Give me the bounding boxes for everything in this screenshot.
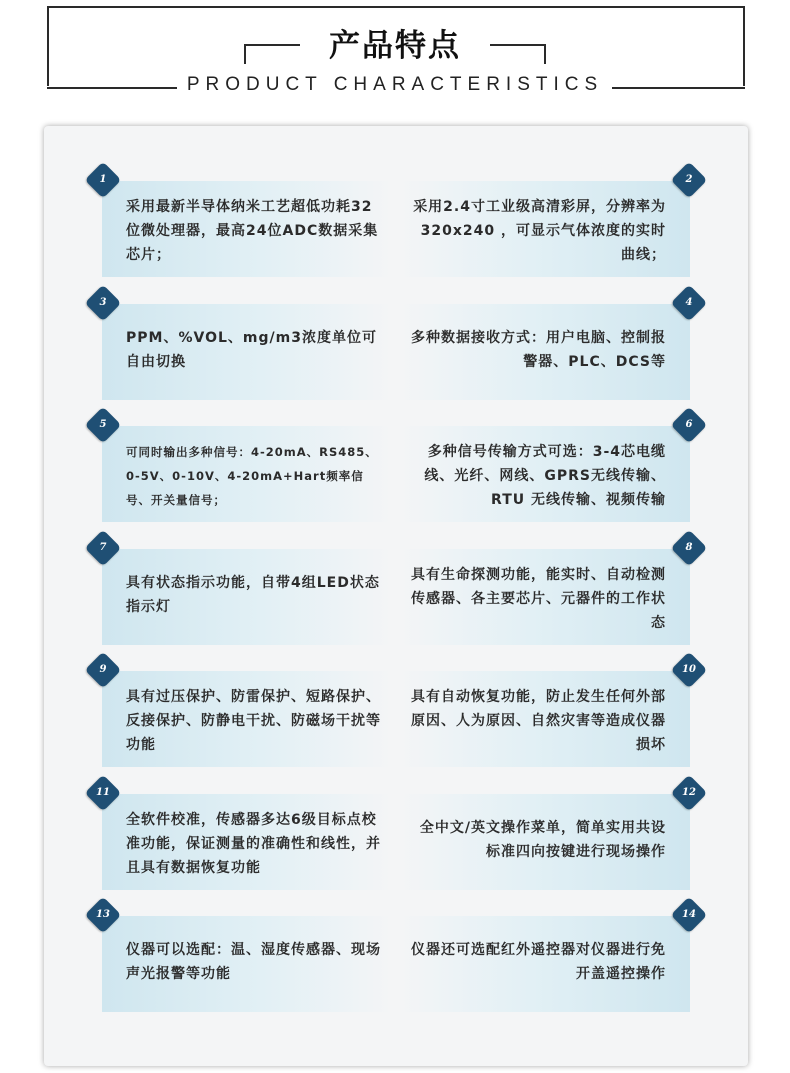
page-subtitle: PRODUCT CHARACTERISTICS (186, 74, 604, 95)
number-badge: 9 (85, 652, 122, 689)
feature-text: 具有生命探测功能，能实时、自动检测传感器、各主要芯片、元器件的工作状态 (411, 567, 666, 631)
feature-card-12 (400, 787, 696, 890)
number-badge: 5 (85, 407, 122, 444)
feature-text: PPM、%VOL、mg/m3浓度单位可自由切换 (126, 330, 377, 370)
feature-card-10 (400, 664, 696, 767)
feature-card-8 (400, 542, 693, 645)
feature-card-5 (99, 419, 392, 522)
feature-panel (44, 126, 748, 1066)
page-title: 产品特点 (329, 28, 461, 64)
feature-text: 采用最新半导体纳米工艺超低功耗32位微处理器，最高24位ADC数据采集芯片； (126, 199, 379, 263)
feature-text: 多种信号传输方式可选：3-4芯电缆线、光纤、网线、GPRS无线传输、RTU 无线传输、视频传输 (424, 444, 666, 508)
number-badge: 10 (671, 652, 708, 689)
feature-text: 具有状态指示功能，自带4组LED状态指示灯 (126, 575, 380, 615)
feature-card-6 (400, 419, 693, 522)
number-badge: 11 (85, 775, 122, 812)
feature-text: 采用2.4寸工业级高清彩屏，分辨率为320x240 ，可显示气体浓度的实时曲线； (413, 199, 666, 263)
number-badge: 8 (671, 530, 708, 567)
number-badge: 6 (671, 407, 708, 444)
number-badge: 7 (85, 530, 122, 567)
feature-text: 全中文/英文操作菜单，简单实用共设标准四向按键进行现场操作 (419, 820, 666, 860)
feature-card-13 (96, 909, 392, 1012)
feature-text: 仪器可以选配：温、湿度传感器、现场声光报警等功能 (126, 942, 381, 982)
feature-text: 仪器还可选配红外遥控器对仪器进行免开盖遥控操作 (411, 942, 666, 982)
number-badge: 2 (671, 162, 708, 199)
feature-card-4 (400, 297, 693, 400)
number-badge: 14 (671, 897, 708, 934)
number-badge: 13 (85, 897, 122, 934)
feature-card-3 (99, 297, 392, 400)
feature-text: 多种数据接收方式：用户电脑、控制报警器、PLC、DCS等 (411, 330, 666, 370)
feature-card-2 (400, 174, 693, 277)
number-badge: 1 (85, 162, 122, 199)
number-badge: 12 (671, 775, 708, 812)
feature-card-11 (96, 787, 392, 890)
feature-text: 具有自动恢复功能，防止发生任何外部原因、人为原因、自然灾害等造成仪器损坏 (411, 689, 666, 753)
feature-text: 全软件校准，传感器多达6级目标点校准功能，保证测量的准确性和线性，并且具有数据恢复功能 (126, 812, 381, 876)
feature-card-14 (400, 909, 696, 1012)
feature-text: 可同时输出多种信号：4-20mA、RS485、0-5V、0-10V、4-20mA+Hart频率信号、开关量信号； (126, 445, 378, 507)
number-badge: 4 (671, 285, 708, 322)
feature-card-7 (99, 542, 392, 645)
number-badge: 3 (85, 285, 122, 322)
feature-card-1 (99, 174, 392, 277)
feature-text: 具有过压保护、防雷保护、短路保护、反接保护、防静电干扰、防磁场干扰等功能 (126, 689, 381, 753)
feature-card-9 (99, 664, 392, 767)
